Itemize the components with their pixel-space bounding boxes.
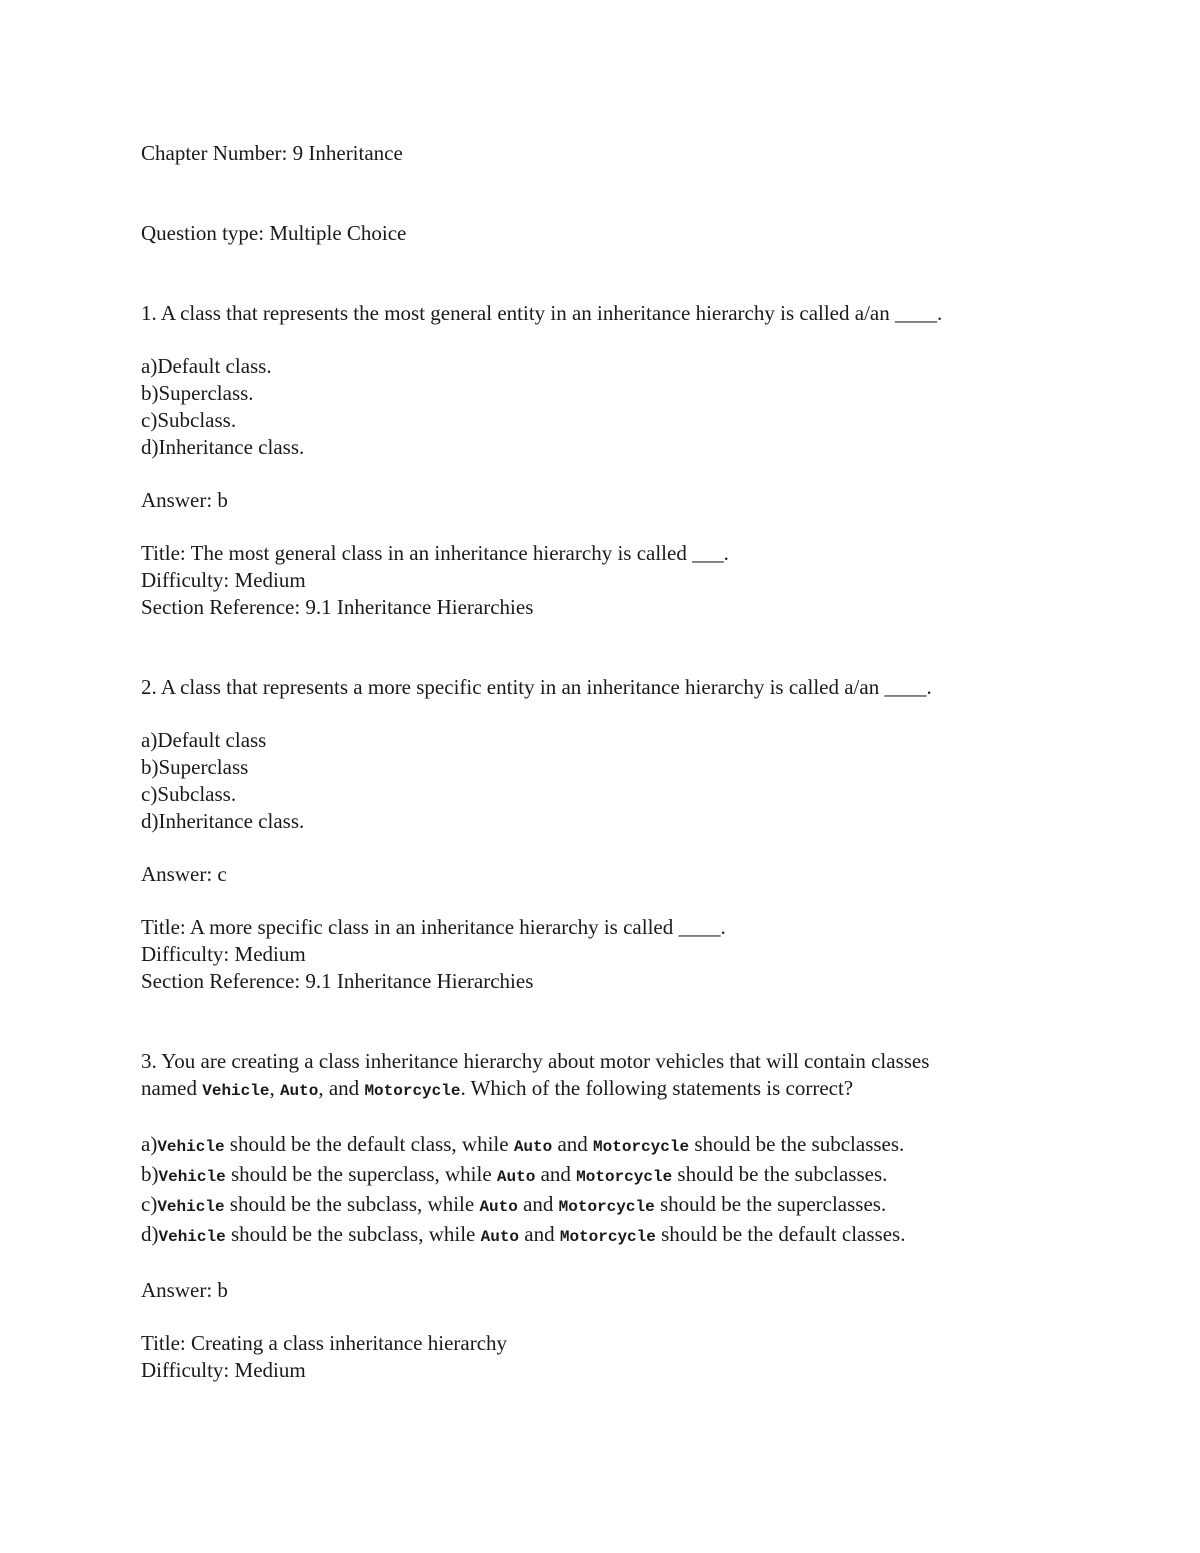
- q3-c-text-2: and: [517, 1192, 559, 1216]
- code-motorcycle: Motorcycle: [559, 1228, 656, 1246]
- q1-answer: Answer: b: [141, 488, 228, 512]
- q3-sep-comma: ,: [269, 1076, 280, 1100]
- code-vehicle: Vehicle: [157, 1138, 225, 1156]
- q2-option-d: d)Inheritance class.: [141, 809, 305, 833]
- q3-text-prefix: named: [141, 1076, 203, 1100]
- q3-d-text-3: should be the default classes.: [655, 1222, 906, 1246]
- q3-a-text-1: should be the default class, while: [224, 1132, 514, 1156]
- code-vehicle: Vehicle: [158, 1228, 226, 1246]
- q1-option-b: b)Superclass.: [141, 381, 254, 405]
- q2-option-b: b)Superclass: [141, 755, 249, 779]
- q3-text-suffix: . Which of the following statements is correct?: [460, 1076, 854, 1100]
- q3-sep-and: , and: [318, 1076, 365, 1100]
- q3-option-d: [141, 1221, 1101, 1251]
- code-auto: Auto: [496, 1168, 536, 1186]
- q3-option-a: [141, 1131, 1101, 1161]
- code-vehicle: Vehicle: [158, 1168, 226, 1186]
- question-type: Question type: Multiple Choice: [141, 221, 407, 245]
- q1-option-a: a)Default class.: [141, 354, 272, 378]
- code-auto: Auto: [480, 1228, 520, 1246]
- question-1-text: 1. A class that represents the most general entity in an inheritance hierarchy is called a/an ____.: [141, 301, 943, 325]
- q2-option-a: a)Default class: [141, 728, 267, 752]
- q3-b-text-2: and: [535, 1162, 577, 1186]
- question-3-line-1: 3. You are creating a class inheritance hierarchy about motor vehicles that will contain classes: [141, 1049, 930, 1073]
- code-auto: Auto: [479, 1198, 518, 1216]
- question-2: [141, 674, 1101, 995]
- q3-a-prefix: a): [141, 1132, 158, 1156]
- q1-title: Title: The most general class in an inheritance hierarchy is called ___.: [141, 541, 729, 565]
- q1-option-d: d)Inheritance class.: [141, 435, 305, 459]
- q2-answer: Answer: c: [141, 862, 227, 886]
- q3-b-text-1: should be the superclass, while: [225, 1162, 497, 1186]
- q3-b-prefix: b): [141, 1162, 159, 1186]
- q3-d-prefix: d): [141, 1222, 159, 1246]
- q3-c-text-1: should be the subclass, while: [224, 1192, 480, 1216]
- code-motorcycle: Motorcycle: [593, 1138, 690, 1156]
- code-vehicle: Vehicle: [202, 1082, 270, 1100]
- code-auto: Auto: [279, 1082, 319, 1100]
- q3-difficulty: Difficulty: Medium: [141, 1358, 306, 1382]
- question-2-text: 2. A class that represents a more specific entity in an inheritance hierarchy is called a/an ____.: [141, 675, 932, 699]
- code-auto: Auto: [513, 1138, 553, 1156]
- question-1: [141, 300, 1101, 621]
- q2-option-c: c)Subclass.: [141, 782, 237, 806]
- q2-section: Section Reference: 9.1 Inheritance Hierarchies: [141, 969, 534, 993]
- q3-answer: Answer: b: [141, 1278, 228, 1302]
- q3-a-text-2: and: [552, 1132, 594, 1156]
- q1-section: Section Reference: 9.1 Inheritance Hierarchies: [141, 595, 534, 619]
- document-page: [141, 140, 1101, 1384]
- q3-option-c: [141, 1191, 1101, 1221]
- q3-option-b: [141, 1161, 1101, 1191]
- q2-difficulty: Difficulty: Medium: [141, 942, 306, 966]
- chapter-heading: Chapter Number: 9 Inheritance: [141, 141, 403, 165]
- code-motorcycle: Motorcycle: [576, 1168, 673, 1186]
- q3-b-text-3: should be the subclasses.: [672, 1162, 888, 1186]
- q1-option-c: c)Subclass.: [141, 408, 237, 432]
- q3-c-prefix: c): [141, 1192, 158, 1216]
- q3-c-text-3: should be the superclasses.: [654, 1192, 887, 1216]
- question-3: [141, 1048, 1101, 1384]
- q3-d-text-2: and: [519, 1222, 560, 1246]
- q3-d-text-1: should be the subclass, while: [225, 1222, 481, 1246]
- q1-difficulty: Difficulty: Medium: [141, 568, 306, 592]
- q3-title: Title: Creating a class inheritance hierarchy: [141, 1331, 508, 1355]
- code-motorcycle: Motorcycle: [558, 1198, 655, 1216]
- code-motorcycle: Motorcycle: [364, 1082, 461, 1100]
- question-3-line-2: [141, 1075, 1101, 1105]
- q3-a-text-3: should be the subclasses.: [689, 1132, 905, 1156]
- q2-title: Title: A more specific class in an inheritance hierarchy is called ____.: [141, 915, 726, 939]
- code-vehicle: Vehicle: [157, 1198, 225, 1216]
